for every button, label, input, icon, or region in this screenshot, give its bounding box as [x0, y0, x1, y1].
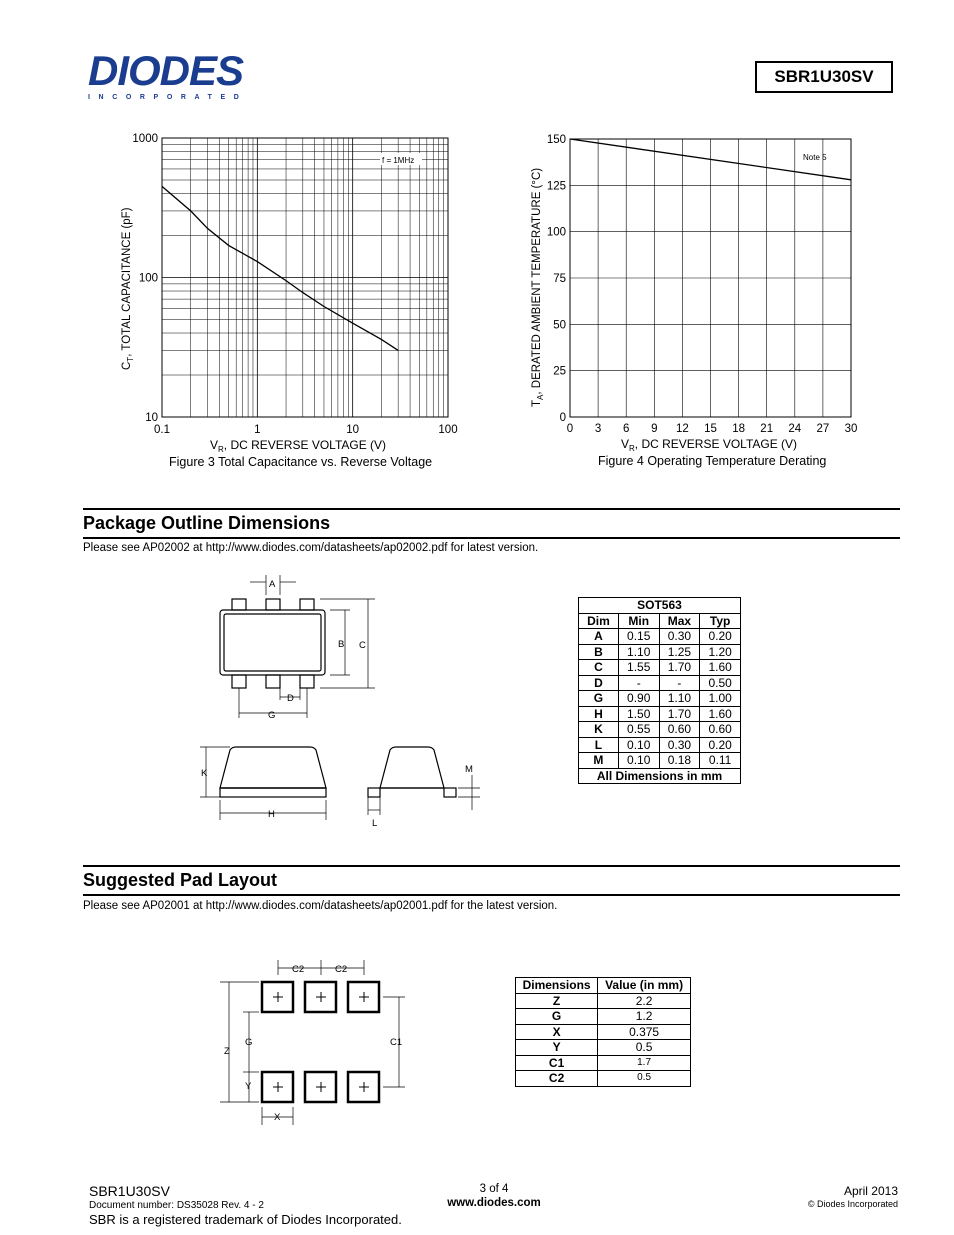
- dim-label-c: C: [359, 640, 366, 651]
- pad-label-g: G: [245, 1037, 253, 1048]
- fig4-yticks: [547, 134, 566, 424]
- footer-copyright: © Diodes Incorporated: [807, 1199, 898, 1209]
- sot563-table-cell: 1.70: [659, 660, 700, 676]
- fig4-xtick-label: 15: [704, 423, 717, 435]
- sot563-table-cell: 1.60: [700, 660, 741, 676]
- sot563-table-cell: 1.50: [618, 706, 659, 722]
- fig4-xtick-label: 12: [676, 423, 689, 435]
- part-number-box: SBR1U30SV: [755, 61, 893, 93]
- figure-3-chart: [100, 125, 460, 475]
- fig4-xtick-label: 9: [651, 423, 658, 435]
- sot563-table-cell: 1.00: [700, 691, 741, 707]
- sot563-table-cell: 0.20: [700, 737, 741, 753]
- sot563-table-cell: H: [579, 706, 619, 722]
- sot563-table-cell: 0.15: [618, 629, 659, 645]
- sot563-table-cell: G: [579, 691, 619, 707]
- sot563-table-cell: 0.55: [618, 722, 659, 738]
- fig3-annotation: f = 1MHz: [382, 156, 415, 165]
- sot563-table-row: [579, 660, 741, 676]
- fig3-xtick-label: 10: [346, 424, 360, 436]
- fig4-xtick-label: 24: [788, 423, 802, 435]
- fig4-xtick-label: 18: [732, 423, 745, 435]
- sot563-table-cell: 0.18: [659, 753, 700, 769]
- sot563-table-cell: 1.60: [700, 706, 741, 722]
- sot563-table-row: [579, 675, 741, 691]
- pad-dimensions-table: [515, 977, 691, 1087]
- pad-table-row: [516, 1071, 691, 1087]
- pad-table-cell: 0.5: [598, 1040, 691, 1056]
- fig3-ytick-label: 10: [145, 412, 158, 424]
- fig4-xticks: [567, 423, 858, 435]
- sot563-table-cell: 0.20: [700, 629, 741, 645]
- fig3-yticks: [132, 133, 158, 424]
- sot563-table-cell: 1.70: [659, 706, 700, 722]
- sot563-table-row: [579, 644, 741, 660]
- sot563-table-cell: C: [579, 660, 619, 676]
- fig3-xtick-label: 1: [254, 424, 261, 436]
- fig3-ylabel: $C_T$, TOTAL CAPACITANCE (pF): [121, 207, 135, 370]
- sot563-table-cell: 0.10: [618, 737, 659, 753]
- dim-label-k: K: [201, 768, 208, 779]
- fig4-xtick-label: 6: [622, 423, 630, 435]
- sot563-table-cell: 1.10: [659, 691, 700, 707]
- pad-label-c1: C1: [390, 1037, 403, 1048]
- dim-label-l: L: [372, 818, 378, 829]
- fig4-xtick-label: 3: [594, 423, 602, 435]
- fig3-xtick-label: 100: [438, 424, 458, 436]
- dim-label-m: M: [465, 764, 473, 775]
- fig3-ytick-label: 1000: [132, 133, 158, 145]
- fig3-grid: [162, 138, 448, 417]
- fig4-ylabel: $T_A$, DERATED AMBIENT TEMPERATURE (°C): [531, 167, 545, 407]
- sot563-table-cell: K: [579, 722, 619, 738]
- pad-table-row: [516, 1024, 691, 1040]
- sot563-table-cell: M: [579, 753, 619, 769]
- sot563-table-cell: 0.30: [659, 737, 700, 753]
- fig3-xtick-label: 0.1: [154, 424, 170, 436]
- pad-table-row: [516, 1040, 691, 1056]
- fig4-ytick-label: 75: [553, 273, 566, 285]
- logo-text: DIODES: [88, 47, 244, 94]
- fig3-xlabel: $V_R$, DC REVERSE VOLTAGE (V): [210, 438, 387, 454]
- sot563-table-row: [579, 706, 741, 722]
- sot563-table-cell: 0.10: [618, 753, 659, 769]
- fig4-ytick-label: 0: [559, 412, 566, 424]
- footer-date: April 2013: [843, 1184, 898, 1198]
- sot563-table-cell: -: [659, 675, 700, 691]
- sot563-table-cell: 0.90: [618, 691, 659, 707]
- pad-table-cell: 0.375: [598, 1024, 691, 1040]
- pad-layout-title: Suggested Pad Layout: [83, 865, 900, 896]
- sot563-table-row: [579, 737, 741, 753]
- sot563-table-cell: 0.11: [700, 753, 741, 769]
- sot563-table-cell: D: [579, 675, 619, 691]
- sot563-table-cell: 1.10: [618, 644, 659, 660]
- pad-table-row: [516, 1009, 691, 1025]
- pad-table-row: [516, 993, 691, 1009]
- footer-website[interactable]: www.diodes.com: [447, 1197, 541, 1209]
- pad-label-x: X: [274, 1112, 281, 1123]
- pad-table-cell: Z: [516, 993, 598, 1009]
- package-outline-title: Package Outline Dimensions: [83, 508, 900, 539]
- pad-table-cell: G: [516, 1009, 598, 1025]
- sot563-table-row: [579, 753, 741, 769]
- dim-label-b: B: [338, 639, 345, 650]
- figure-4-chart: [520, 125, 870, 475]
- diodes-logo: [88, 47, 248, 101]
- sot563-table-cell: 1.20: [700, 644, 741, 660]
- footer-doc-number: Document number: DS35028 Rev. 4 - 2: [89, 1200, 264, 1211]
- footer-page: 3 of 4: [479, 1183, 509, 1195]
- sot563-table-cell: 1.55: [618, 660, 659, 676]
- dim-label-a: A: [269, 579, 276, 590]
- fig4-xtick-label: 27: [816, 423, 830, 435]
- fig4-ytick-label: 50: [553, 319, 566, 332]
- pad-table-cell: 1.2: [598, 1009, 691, 1025]
- sot563-table-row: [579, 722, 741, 738]
- pad-header-cell: Value (in mm): [598, 978, 691, 994]
- pad-table-cell: X: [516, 1024, 598, 1040]
- fig3-ytick-label: 100: [138, 272, 158, 285]
- fig3-xticks: [154, 424, 458, 436]
- dim-label-d: D: [287, 693, 294, 704]
- sot563-table-cell: 0.60: [659, 722, 700, 738]
- fig4-xlabel: $V_R$, DC REVERSE VOLTAGE (V): [621, 437, 798, 453]
- figure-4-caption: Figure 4 Operating Temperature Derating: [598, 454, 827, 468]
- sot563-table-row: [579, 629, 741, 645]
- sot563-table-footer: All Dimensions in mm: [579, 768, 741, 784]
- pad-layout-note: Please see AP02001 at http://www.diodes.com/datasheets/ap02001.pdf for the latest version.: [83, 900, 558, 912]
- pad-table-cell: C2: [516, 1071, 598, 1087]
- sot563-table-cell: B: [579, 644, 619, 660]
- pad-header-cell: Dimensions: [516, 978, 598, 994]
- sot563-table-cell: A: [579, 629, 619, 645]
- pad-table-cell: 1.7: [598, 1055, 691, 1071]
- sot563-table-cell: 0.30: [659, 629, 700, 645]
- footer-part-number: SBR1U30SV: [89, 1183, 170, 1199]
- fig4-ytick-label: 125: [546, 180, 566, 193]
- dim-label-g: G: [268, 710, 276, 721]
- footer-trademark: SBR is a registered trademark of Diodes Incorporated.: [89, 1212, 402, 1227]
- fig4-ytick-label: 100: [546, 226, 566, 239]
- fig4-grid: [570, 139, 851, 417]
- sot563-header-cell: Min: [618, 613, 659, 629]
- sot563-table-cell: 0.50: [700, 675, 741, 691]
- pad-label-c2-right: C2: [335, 964, 348, 975]
- fig4-ytick-label: 25: [553, 365, 566, 378]
- sot563-header-cell: Dim: [579, 613, 619, 629]
- figure-3-caption: Figure 3 Total Capacitance vs. Reverse Voltage: [169, 455, 433, 469]
- sot563-header-cell: Typ: [700, 613, 741, 629]
- fig4-xtick-label: 0: [566, 423, 574, 435]
- pad-label-y: Y: [245, 1081, 252, 1092]
- sot563-header-cell: Max: [659, 613, 700, 629]
- pad-table-cell: 0.5: [598, 1071, 691, 1087]
- fig4-xtick-label: 21: [760, 423, 774, 435]
- fig4-ytick-label: 150: [546, 134, 566, 146]
- pad-table-cell: 2.2: [598, 993, 691, 1009]
- pad-layout-drawing: [215, 955, 415, 1130]
- pad-table-row: [516, 1055, 691, 1071]
- sot563-dimensions-table: [578, 597, 741, 784]
- pad-label-c2-left: C2: [292, 964, 305, 975]
- fig4-xtick-label: 30: [844, 423, 858, 435]
- sot563-table-row: [579, 691, 741, 707]
- logo-subtext: INCORPORATED: [88, 94, 248, 101]
- fig4-annotation: Note 5: [803, 153, 827, 162]
- package-outline-drawing: [180, 570, 500, 835]
- pad-label-z: Z: [224, 1046, 230, 1057]
- dim-label-h: H: [268, 809, 275, 820]
- package-outline-note: Please see AP02002 at http://www.diodes.com/datasheets/ap02002.pdf for latest version.: [83, 542, 539, 554]
- sot563-table-cell: -: [618, 675, 659, 691]
- pad-table-cell: C1: [516, 1055, 598, 1071]
- sot563-table-cell: 0.60: [700, 722, 741, 738]
- sot563-table-cell: L: [579, 737, 619, 753]
- pad-table-cell: Y: [516, 1040, 598, 1056]
- sot563-table-title: SOT563: [579, 598, 741, 614]
- sot563-table-cell: 1.25: [659, 644, 700, 660]
